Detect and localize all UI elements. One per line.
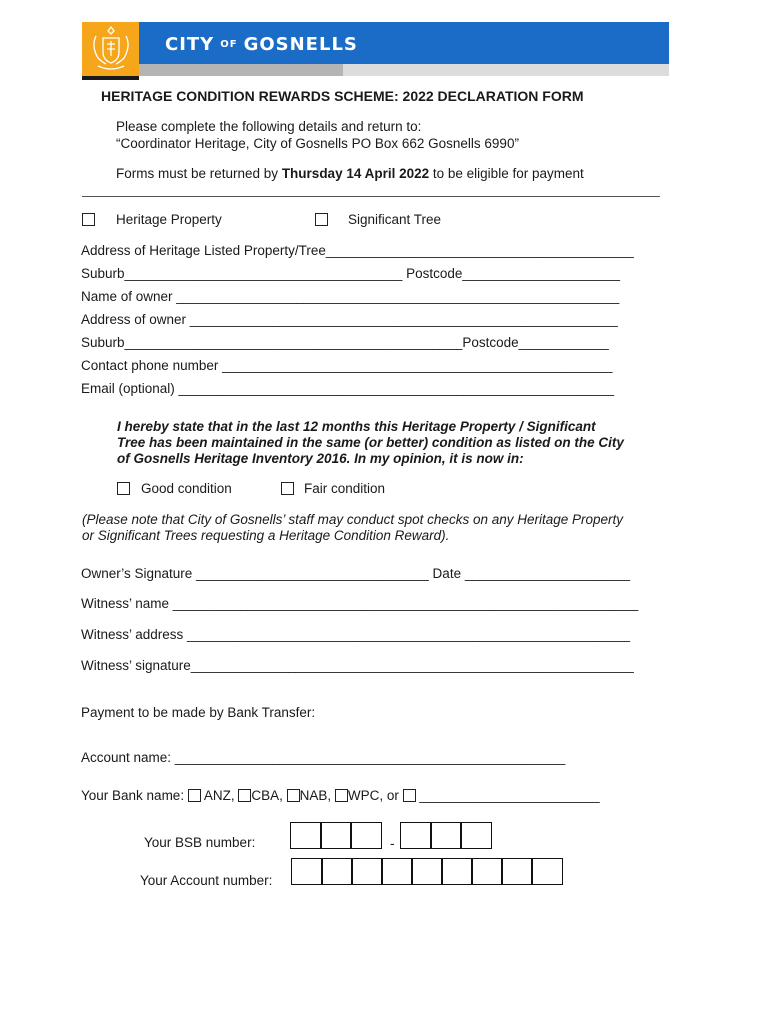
- significant-tree-checkbox[interactable]: [315, 213, 328, 226]
- account-digit-box[interactable]: [291, 858, 323, 885]
- note-line-2: or Significant Trees requesting a Heritage Condition Reward).: [82, 528, 450, 543]
- contact-phone-field[interactable]: Contact phone number ____________________________________________________: [81, 358, 613, 373]
- statement-line-1: I hereby state that in the last 12 months this Heritage Property / Significant: [117, 419, 596, 434]
- fair-condition-checkbox[interactable]: [281, 482, 294, 495]
- cba-checkbox[interactable]: [238, 789, 251, 802]
- city-logo-text: CITY OF GOSNELLS: [165, 34, 358, 55]
- heritage-address-field[interactable]: Address of Heritage Listed Property/Tree_________________________________________: [81, 243, 634, 258]
- email-field[interactable]: Email (optional) __________________________________________________________: [81, 381, 615, 396]
- account-digit-box[interactable]: [501, 858, 533, 885]
- other-bank-field[interactable]: ________________________: [415, 788, 600, 803]
- bsb-digit-box[interactable]: [400, 822, 432, 849]
- witness-address-field[interactable]: Witness’ address ___________________________________________________________: [81, 627, 631, 642]
- crest-underline: [82, 76, 139, 80]
- account-digit-box[interactable]: [441, 858, 473, 885]
- owner-address-field[interactable]: Address of owner _________________________________________________________: [81, 312, 618, 327]
- anz-checkbox[interactable]: [188, 789, 201, 802]
- significant-tree-label: Significant Tree: [348, 212, 442, 227]
- account-number-label: Your Account number:: [140, 873, 273, 888]
- nab-label: NAB,: [299, 788, 335, 803]
- good-condition-label: Good condition: [141, 481, 232, 496]
- deadline-suffix: to be eligible for payment: [429, 166, 584, 181]
- bsb-digit-box[interactable]: [460, 822, 492, 849]
- bsb-digit-box[interactable]: [320, 822, 352, 849]
- witness-name-field[interactable]: Witness’ name ______________________________________________________________: [81, 596, 639, 611]
- header-stripe-dark: [139, 64, 343, 76]
- anz-label: ANZ,: [200, 788, 239, 803]
- owner-name-field[interactable]: Name of owner ___________________________________________________________: [81, 289, 620, 304]
- account-digit-box[interactable]: [411, 858, 443, 885]
- wpc-checkbox[interactable]: [335, 789, 348, 802]
- form-title: HERITAGE CONDITION REWARDS SCHEME: 2022 DECLARATION FORM: [101, 88, 584, 104]
- other-bank-checkbox[interactable]: [403, 789, 416, 802]
- suburb-postcode-field[interactable]: Suburb_____________________________________ Postcode_____________________: [81, 266, 621, 281]
- statement-line-2: Tree has been maintained in the same (or better) condition as listed on the City: [117, 435, 624, 450]
- header-stripe-light: [343, 64, 669, 76]
- note-line-1: (Please note that City of Gosnells’ staff may conduct spot checks on any Heritage Property: [82, 512, 624, 527]
- account-digit-box[interactable]: [351, 858, 383, 885]
- bsb-digit-box[interactable]: [430, 822, 462, 849]
- account-digit-box[interactable]: [531, 858, 563, 885]
- owner-suburb-postcode-field[interactable]: Suburb_____________________________________________Postcode____________: [81, 335, 609, 350]
- account-digit-box[interactable]: [321, 858, 353, 885]
- bsb-dash: -: [390, 836, 395, 851]
- bank-name-label: Your Bank name:: [81, 788, 188, 803]
- good-condition-checkbox[interactable]: [117, 482, 130, 495]
- city-crest-icon: [88, 24, 134, 74]
- bank-name-row: [81, 788, 600, 803]
- fair-condition-label: Fair condition: [304, 481, 386, 496]
- cba-label: CBA,: [251, 788, 287, 803]
- heritage-property-checkbox[interactable]: [82, 213, 95, 226]
- account-digit-box[interactable]: [381, 858, 413, 885]
- bsb-grid-part1[interactable]: [290, 822, 382, 849]
- statement-line-3: of Gosnells Heritage Inventory 2016. In my opinion, it is now in:: [117, 451, 524, 466]
- bsb-digit-box[interactable]: [290, 822, 322, 849]
- return-address: “Coordinator Heritage, City of Gosnells PO Box 662 Gosnells 6990”: [116, 136, 519, 151]
- deadline-date: Thursday 14 April 2022: [281, 166, 430, 181]
- bsb-label: Your BSB number:: [144, 835, 256, 850]
- payment-heading: Payment to be made by Bank Transfer:: [81, 705, 316, 720]
- account-digit-box[interactable]: [471, 858, 503, 885]
- heritage-property-label: Heritage Property: [116, 212, 222, 227]
- divider-line: [82, 196, 660, 197]
- account-name-field[interactable]: Account name: ____________________________________________________: [81, 750, 566, 765]
- deadline-prefix: Forms must be returned by: [116, 166, 282, 181]
- nab-checkbox[interactable]: [287, 789, 300, 802]
- owner-signature-date-field[interactable]: Owner’s Signature _______________________________ Date ______________________: [81, 566, 631, 581]
- intro-text: Please complete the following details and return to:: [116, 119, 422, 134]
- witness-signature-field[interactable]: Witness’ signature___________________________________________________________: [81, 658, 634, 673]
- account-number-grid[interactable]: [291, 858, 563, 885]
- bsb-digit-box[interactable]: [350, 822, 382, 849]
- bsb-grid-part2[interactable]: [400, 822, 492, 849]
- wpc-label: WPC, or: [347, 788, 403, 803]
- deadline-text: [116, 166, 584, 181]
